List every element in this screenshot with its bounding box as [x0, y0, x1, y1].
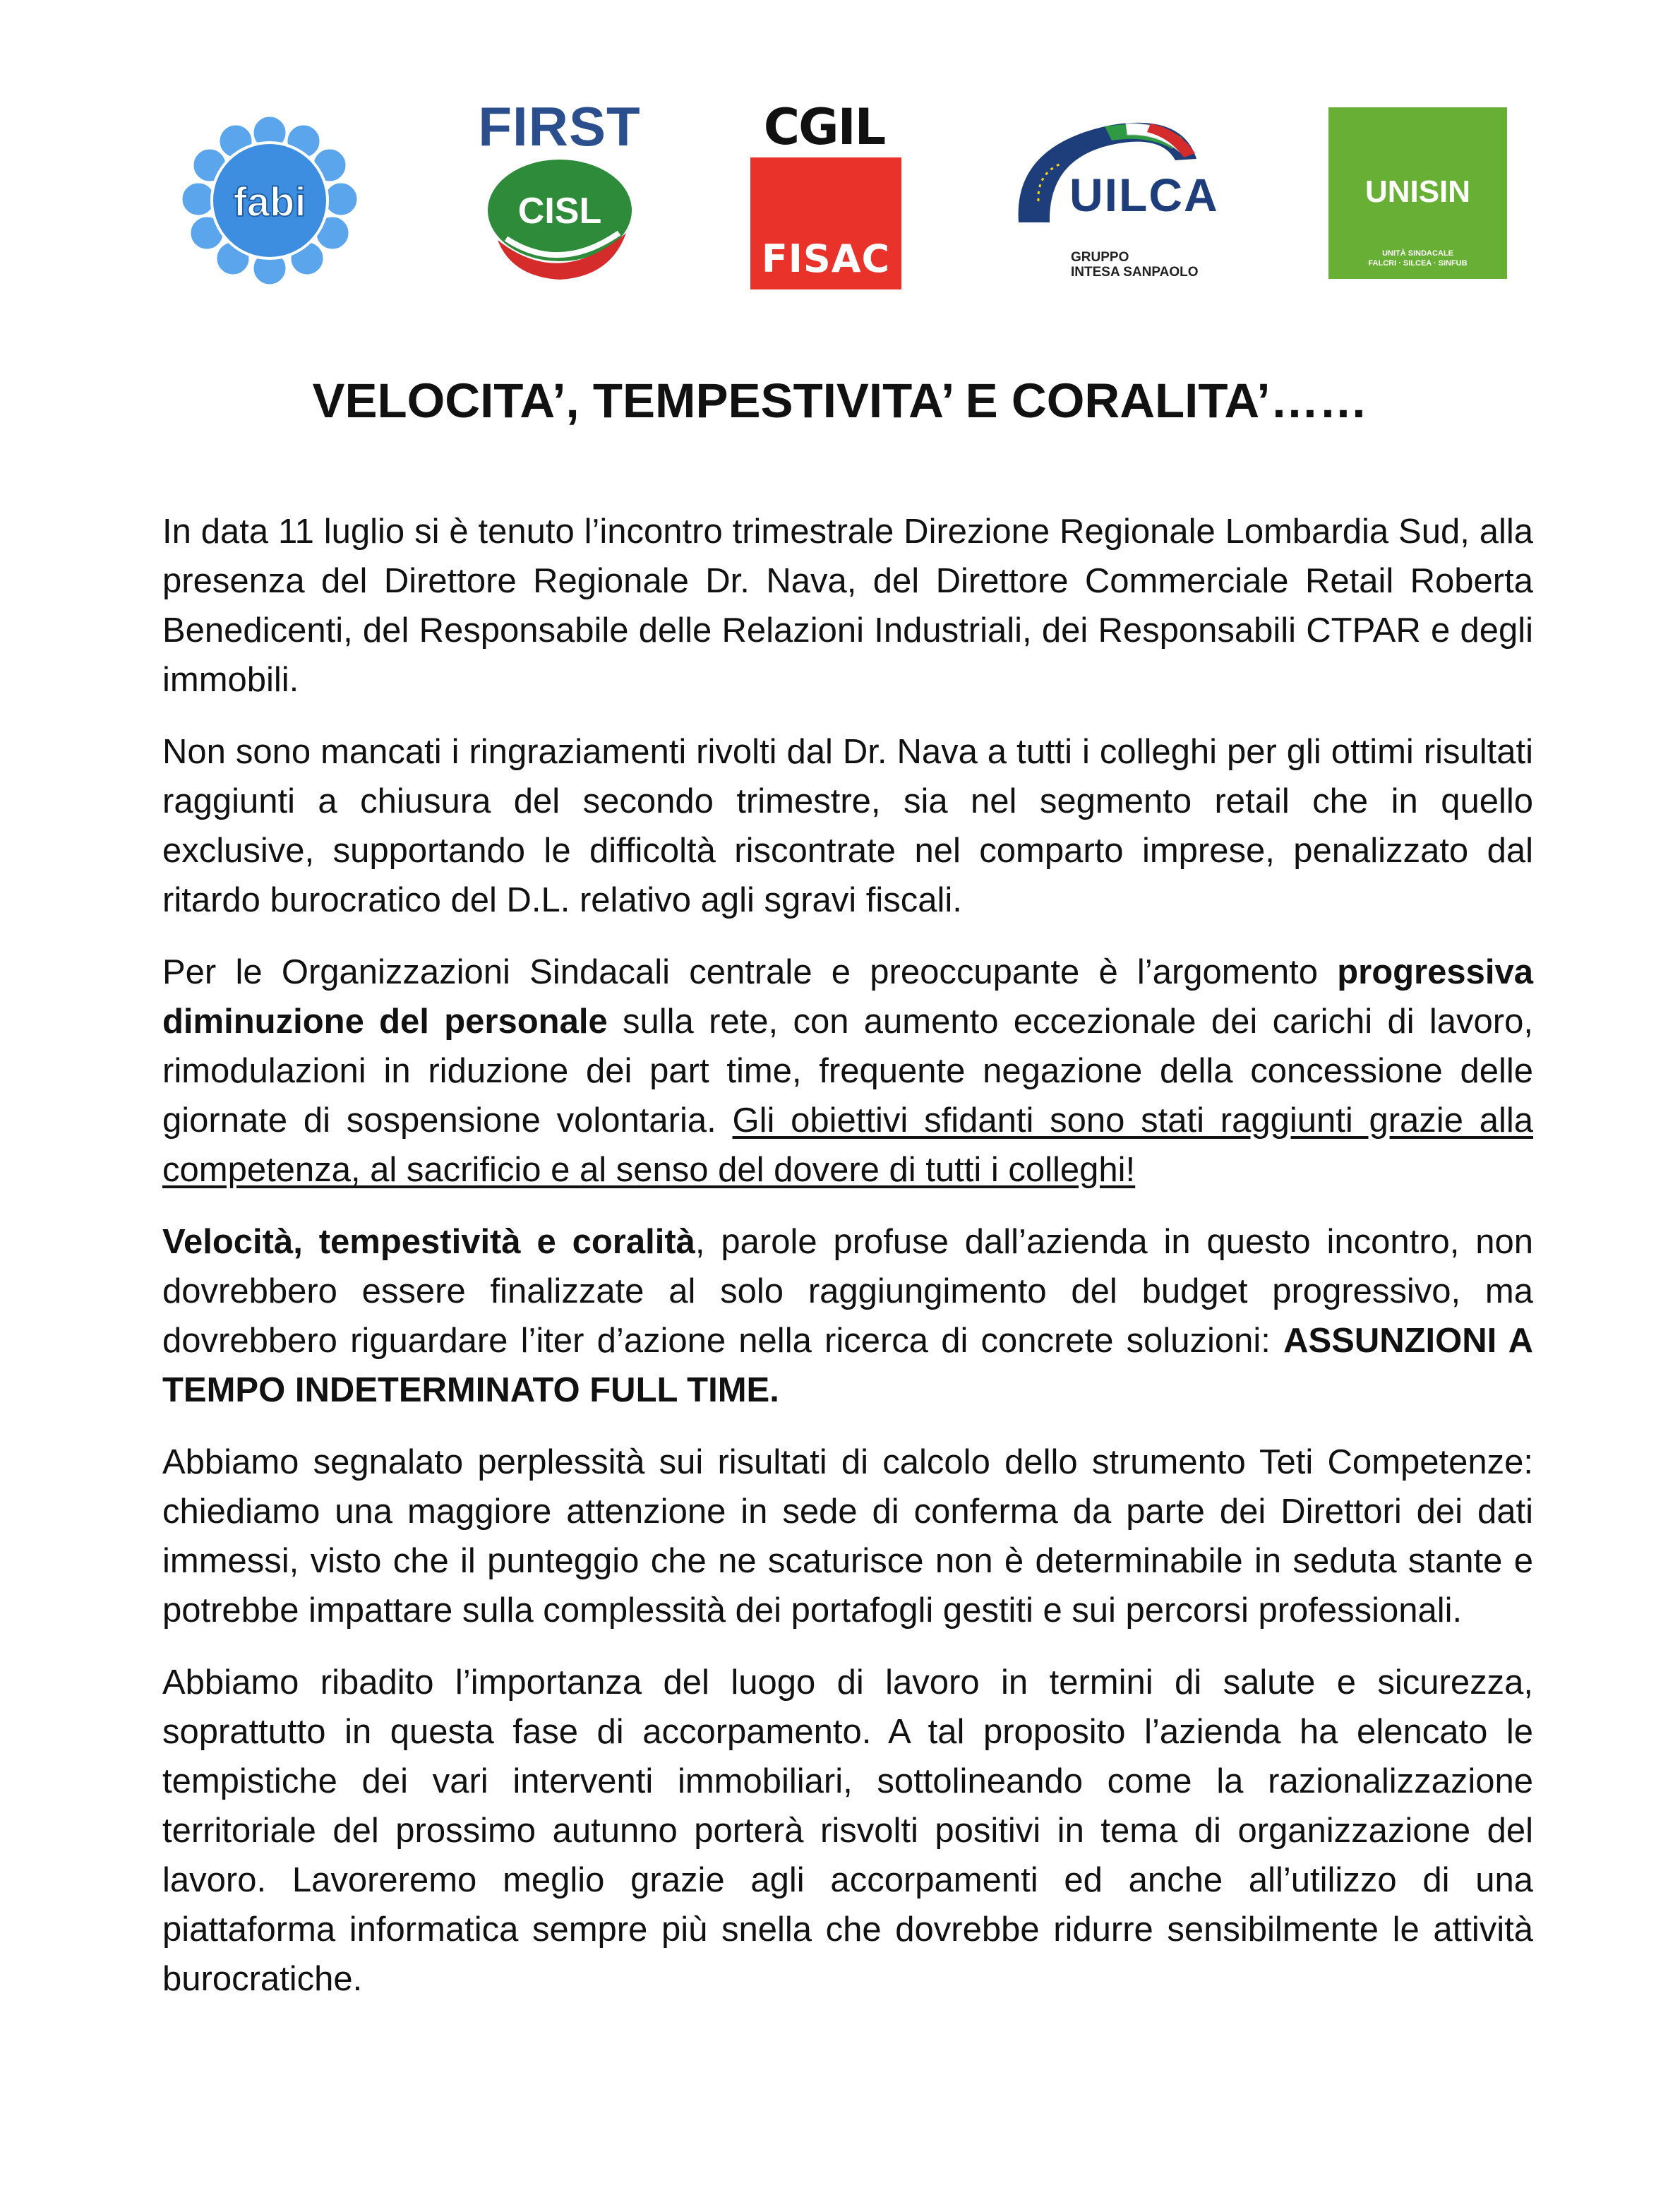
fisac-logo-text: FISAC [761, 237, 891, 281]
uilca-logo-text: UILCA [1069, 169, 1219, 221]
uilca-subtitle-line2: INTESA SANPAOLO [1071, 264, 1199, 280]
cgil-fisac-logo [745, 98, 904, 289]
paragraph-3-underlined: Gli obiettivi sfidanti sono stati raggiunti grazie alla competenza, al sacrificio e al senso del dovere di tutti i colleghi! [162, 1101, 1533, 1189]
document-title: VELOCITA’, TEMPESTIVITA’ E CORALITA’…… [312, 373, 1368, 428]
fabi-logo [173, 113, 367, 289]
uilca-subtitle-line1: GRUPPO [1071, 250, 1129, 265]
paragraph-4-body: , parole profuse dall’azienda in questo incontro, non dovrebbero essere finalizzate al solo raggiungimento del budget progressivo, ma dovrebbero riguardare l’iter d’azione nella ricerca di concrete soluzioni: [162, 1223, 1534, 1360]
paragraph-5: Abbiamo segnalato perplessità sui risultati di calcolo dello strumento Teti Competenze: chiediamo una maggiore attenzione in sede di conferma da parte dei Direttori dei dati immessi, visto che il punteggio che ne scaturisce non è determinabile in seduta stante e potrebbe impattare sulla complessità dei portafogli gestiti e sui percorsi professionali. [162, 1443, 1533, 1630]
paragraph-4-bold-lead: Velocità, tempestività e coralità [162, 1223, 695, 1261]
uilca-subtitle [1071, 251, 1199, 280]
paragraph-3-bold: progressiva diminuzione del personale [162, 953, 1533, 1041]
paragraph-2: Non sono mancati i ringraziamenti rivolti dal Dr. Nava a tutti i colleghi per gli ottimi risultati raggiunti a chiusura del secondo trimestre, sia nel segmento retail che in quello exclusive, supportando le difficoltà riscontrate nel comparto imprese, penalizzato dal ritardo burocratico del D.L. relativo agli sgravi fiscali. [162, 733, 1533, 919]
cisl-logo-text: CISL [517, 191, 602, 232]
fabi-flower-icon [173, 113, 367, 289]
paragraph-3 [162, 947, 1533, 1195]
cisl-badge-icon [469, 155, 649, 282]
document-body [162, 507, 1533, 2026]
first-logo-text: FIRST [478, 95, 641, 157]
paragraph-4-bold-end: ASSUNZIONI A TEMPO INDETERMINATO FULL TIME. [162, 1322, 1533, 1409]
unisin-subtitle-line1: UNITÀ SINDACALE [1382, 249, 1453, 258]
first-cisl-logo [469, 95, 649, 282]
cgil-logo-text: CGIL [763, 98, 885, 156]
logo-bar [0, 0, 1680, 311]
uilca-logo [1006, 116, 1239, 286]
unisin-logo [1328, 107, 1507, 279]
paragraph-4 [162, 1217, 1533, 1415]
fabi-logo-text: fabi [233, 179, 306, 225]
paragraph-3-intro: Per le Organizzazioni Sindacali centrale e preoccupante è l’argomento [162, 953, 1338, 991]
unisin-subtitle [1328, 249, 1507, 269]
paragraph-3-body: sulla rete, con aumento eccezionale dei carichi di lavoro, rimodulazioni in riduzione dei part time, frequente negazione della concessione delle giornate di sospensione volontaria. [162, 1003, 1533, 1140]
unisin-subtitle-line2: FALCRI · SILCEA · SINFUB [1368, 259, 1468, 268]
paragraph-1: In data 11 luglio si è tenuto l’incontro trimestrale Direzione Regionale Lombardia Sud, alla presenza del Direttore Regionale Dr. Nava, del Direttore Commerciale Retail Roberta Benedicenti, del Responsabile delle Relazioni Industriali, dei Responsabili CTPAR e degli immobili. [162, 513, 1533, 699]
paragraph-6: Abbiamo ribadito l’importanza del luogo di lavoro in termini di salute e sicurezza, soprattutto in questa fase di accorpamento. A tal proposito l’azienda ha elencato le tempistiche dei vari interventi immobiliari, sottolineando come la razionalizzazione territoriale del prossimo autunno porterà risvolti positivi in tema di organizzazione del lavoro. Lavoreremo meglio grazie agli accorpamenti ed anche all’utilizzo di una piattaforma informatica sempre più snella che dovrebbe ridurre sensibilmente le attività burocratiche. [162, 1663, 1533, 1998]
unisin-logo-text: UNISIN [1364, 174, 1471, 209]
